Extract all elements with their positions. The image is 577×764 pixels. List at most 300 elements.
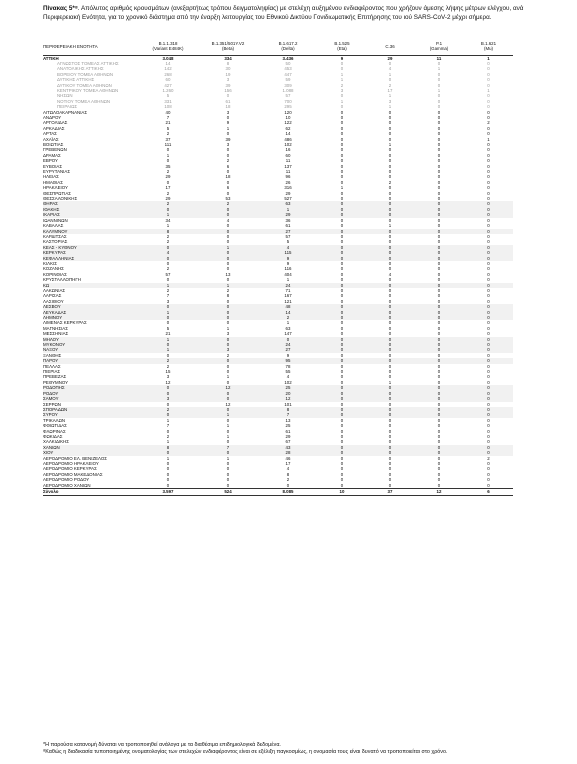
count-cell: 1 — [487, 87, 490, 93]
count-cell: 0 — [437, 363, 441, 369]
region-name-cell: ΓΡΕΒΕΝΩΝ — [43, 147, 67, 153]
column-header-variant — [198, 38, 258, 55]
count-cell: 0 — [487, 196, 490, 202]
region-name-cell: ΔΥΤΙΚΟΥ ΤΟΜΕΑ ΑΘΗΝΩΝ — [57, 82, 112, 88]
count-cell: 0 — [366, 396, 414, 401]
count-cell: 15 — [165, 369, 171, 375]
region-name-cell: ΑΕΡΟΔΡΟΜΙΟ ΡΟΔΟΥ — [43, 477, 90, 483]
count-cell: 0 — [487, 401, 490, 407]
count-cell: 1 — [226, 325, 230, 331]
count-cell: 0 — [318, 391, 366, 396]
count-cell: 0 — [166, 428, 170, 434]
count-cell: 0 — [340, 401, 344, 407]
count-cell: 0 — [166, 147, 170, 153]
count-cell: 0 — [340, 428, 344, 434]
count-cell: 4 — [286, 466, 290, 472]
column-header-line1: C.36 — [385, 43, 395, 49]
count-cell: 0 — [366, 358, 414, 363]
count-cell: 0 — [340, 163, 344, 169]
count-cell: 0 — [226, 152, 230, 158]
count-cell: 2 — [166, 233, 170, 239]
count-cell: 316 — [284, 185, 292, 191]
count-cell: 14 — [258, 310, 318, 315]
count-cell: 0 — [487, 460, 490, 466]
count-cell: 0 — [487, 223, 490, 229]
count-cell: 12 — [414, 489, 464, 496]
count-cell: 8 — [226, 293, 230, 299]
count-cell: 12 — [165, 379, 171, 385]
count-cell: 0 — [166, 352, 170, 358]
count-cell: 0 — [437, 428, 441, 434]
count-cell: 0 — [487, 293, 490, 299]
count-cell: 0 — [318, 283, 366, 288]
count-cell: 0 — [226, 471, 230, 477]
count-cell: 0 — [318, 337, 366, 342]
count-cell: 0 — [366, 245, 414, 250]
count-cell: 0 — [464, 250, 513, 255]
count-cell: 0 — [487, 466, 490, 472]
count-cell: 0 — [487, 379, 490, 385]
count-cell: 0 — [166, 260, 170, 266]
count-cell: 0 — [226, 477, 230, 483]
count-cell: 0 — [366, 229, 414, 234]
count-cell: 0 — [437, 71, 441, 77]
count-cell: 0 — [340, 223, 344, 229]
count-cell: 0 — [437, 298, 441, 304]
count-cell: 1 — [388, 104, 392, 110]
count-cell: 0 — [437, 169, 441, 175]
count-cell: 2 — [226, 158, 230, 164]
count-cell: 0 — [340, 266, 344, 272]
column-header-variant — [258, 38, 318, 55]
column-header-variant — [366, 38, 414, 55]
count-cell: 0 — [366, 250, 414, 255]
count-cell: 0 — [340, 352, 344, 358]
count-cell: 0 — [340, 287, 344, 293]
count-cell: 0 — [226, 466, 230, 472]
count-cell: 0 — [464, 256, 513, 261]
count-cell: 0 — [318, 407, 366, 412]
count-cell: 9 — [286, 260, 290, 266]
count-cell: 0 — [388, 185, 392, 191]
count-cell: 29 — [285, 433, 291, 439]
count-cell: 1 — [487, 55, 490, 61]
count-cell: 0 — [198, 396, 258, 401]
count-cell: 0 — [340, 196, 344, 202]
count-cell: 7 — [166, 114, 170, 120]
count-cell: 101 — [284, 401, 292, 407]
count-cell: 0 — [437, 439, 441, 445]
count-cell: 0 — [340, 179, 344, 185]
region-name-cell: ΦΩΚΙΔΑΣ — [43, 433, 63, 439]
count-cell: 0 — [388, 169, 392, 175]
count-cell: 3 — [226, 142, 230, 147]
region-name-cell: ΛΑΡΙΣΑΣ — [43, 293, 62, 299]
count-cell: 10 — [285, 114, 291, 120]
count-cell: 0 — [198, 342, 258, 347]
count-cell: 19 — [225, 71, 231, 77]
count-cell: 0 — [198, 250, 258, 255]
region-name-cell: ΕΥΒΟΙΑΣ — [43, 163, 63, 169]
count-cell: 0 — [366, 347, 414, 352]
count-cell: 7 — [166, 293, 170, 299]
count-cell: 2 — [138, 407, 198, 412]
count-cell: 0 — [487, 352, 490, 358]
count-cell: 28 — [258, 450, 318, 455]
count-cell: 0 — [487, 174, 490, 180]
count-cell: 39 — [225, 82, 231, 88]
count-cell: 24 — [258, 342, 318, 347]
count-cell: 2 — [388, 179, 392, 185]
count-cell: 0 — [388, 331, 392, 337]
count-cell: 0 — [388, 471, 392, 477]
count-cell: 0 — [340, 293, 344, 299]
region-name-cell: ΗΜΑΘΙΑΣ — [43, 179, 63, 185]
count-cell: 0 — [487, 190, 490, 196]
count-cell: 27 — [258, 347, 318, 352]
count-cell: 0 — [414, 304, 464, 309]
count-cell: 9 — [340, 55, 344, 61]
count-cell: 0 — [437, 466, 441, 472]
count-cell: 78 — [285, 363, 291, 369]
count-cell: 17 — [285, 460, 291, 466]
count-cell: 5 — [166, 325, 170, 331]
count-cell: 0 — [388, 374, 392, 380]
footnote-1: *Η παρούσα κατανομή δύναται να τροποποιηθεί ανάλογα με τα διαθέσιμα επιδημιολογικά δεδομένα. — [43, 742, 281, 748]
count-cell: 1 — [138, 347, 198, 352]
count-cell: 0 — [226, 131, 230, 137]
count-cell: 0 — [226, 379, 230, 385]
region-name-cell: ΑΡΓΟΛΙΔΑΣ — [43, 120, 68, 126]
count-cell: 0 — [226, 223, 230, 229]
column-header-line1: B.1.617.2 — [278, 41, 298, 47]
count-cell: 0 — [340, 169, 344, 175]
count-cell: 0 — [166, 477, 170, 483]
column-header-region — [43, 38, 138, 55]
count-cell: 60 — [165, 77, 171, 83]
count-cell: 0 — [318, 201, 366, 206]
count-cell: 0 — [487, 82, 490, 88]
count-cell: 0 — [198, 315, 258, 320]
count-cell: 0 — [340, 471, 344, 477]
count-cell: 0 — [487, 93, 490, 99]
region-name-cell: ΣΠΟΡΑΔΩΝ — [43, 407, 138, 412]
count-cell: 0 — [414, 229, 464, 234]
count-cell: 1 — [286, 277, 290, 283]
count-cell: 2 — [138, 201, 198, 206]
count-cell: 0 — [388, 325, 392, 331]
region-name-cell: ΠΡΕΒΕΖΑΣ — [43, 374, 67, 380]
count-cell: 8 — [138, 445, 198, 450]
count-cell: 0 — [138, 304, 198, 309]
count-cell: 1 — [138, 310, 198, 315]
region-name-cell: ΑΕΡΟΔΡΟΜΙΟ ΧΑΝΙΩΝ — [43, 482, 91, 488]
count-cell: 0 — [414, 315, 464, 320]
region-name-cell: ΚΕΑΣ - ΚΥΘΝΟΥ — [43, 245, 138, 250]
count-cell: 0 — [340, 217, 344, 223]
count-cell: 0 — [138, 412, 198, 417]
count-cell: 29 — [387, 55, 393, 61]
count-cell: 0 — [487, 417, 490, 423]
footnote-2: ⁸Καθώς η διαδικασία τυποποιημένης ονοματολογίας των στελεχών ενδιαφέροντος είναι σε εξέλιξη παγκοσμίως, η ονομασία τους είναι δυνατό να τροποποιείται στο χρόνο. — [43, 749, 448, 756]
count-cell: 0 — [388, 369, 392, 375]
count-cell: 0 — [340, 147, 344, 153]
count-cell: 0 — [318, 396, 366, 401]
count-cell: 26 — [285, 179, 291, 185]
count-cell: 0 — [388, 147, 392, 153]
count-cell: 2 — [138, 358, 198, 363]
count-cell: 0 — [414, 396, 464, 401]
region-name-cell: ΧΑΛΚΙΔΙΚΗΣ — [43, 439, 69, 445]
count-cell: 0 — [226, 417, 230, 423]
count-cell: 0 — [487, 98, 490, 104]
count-cell: 4 — [226, 217, 230, 223]
count-cell: 0 — [138, 256, 198, 261]
count-cell: 0 — [487, 158, 490, 164]
count-cell: 0 — [166, 401, 170, 407]
count-cell: 0 — [437, 152, 441, 158]
count-cell: 0 — [414, 283, 464, 288]
region-name-cell: ΝΟΤΙΟΥ ΤΟΜΕΑ ΑΘΗΝΩΝ — [57, 98, 111, 104]
count-cell: 1 — [166, 152, 170, 158]
region-name-cell: ΒΟΙΩΤΙΑΣ — [43, 142, 64, 147]
count-cell: 0 — [340, 298, 344, 304]
count-cell: 0 — [138, 391, 198, 396]
region-name-cell: ΠΕΛΛΑΣ — [43, 363, 61, 369]
count-cell: 29 — [165, 196, 171, 202]
region-name-cell: ΝΑΞΟΥ — [43, 347, 138, 352]
count-cell: 0 — [437, 233, 441, 239]
count-cell: 0 — [318, 304, 366, 309]
count-cell: 3 — [388, 98, 392, 104]
count-cell: 0 — [487, 439, 490, 445]
count-cell: 0 — [437, 401, 441, 407]
count-cell: 4 — [138, 250, 198, 255]
count-cell: 0 — [318, 358, 366, 363]
count-cell: 3 — [166, 374, 170, 380]
count-cell: 0 — [388, 293, 392, 299]
count-cell: 0 — [464, 245, 513, 250]
count-cell: 0 — [437, 266, 441, 272]
count-cell: 0 — [340, 331, 344, 337]
count-cell: 7 — [198, 445, 258, 450]
count-cell: 0 — [198, 358, 258, 363]
count-cell: 29 — [285, 190, 291, 196]
count-cell: 0 — [388, 163, 392, 169]
count-cell: 121 — [284, 298, 292, 304]
count-cell: 1 — [437, 66, 441, 72]
count-cell: 0 — [437, 374, 441, 380]
count-cell: 1 — [226, 433, 230, 439]
count-cell: 108 — [164, 104, 172, 110]
count-cell: 0 — [340, 136, 344, 142]
count-cell: 2 — [166, 190, 170, 196]
region-name-cell: ΛΗΜΝΟΥ — [43, 315, 138, 320]
count-cell: 12 — [258, 396, 318, 401]
count-cell: 0 — [166, 482, 170, 488]
count-cell: 1 — [437, 87, 441, 93]
count-cell: 0 — [437, 271, 441, 277]
count-cell: 9 — [286, 352, 290, 358]
count-cell: 0 — [414, 358, 464, 363]
count-cell: 1 — [340, 71, 344, 77]
count-cell: 46 — [285, 455, 291, 461]
count-cell: 0 — [340, 114, 344, 120]
count-cell: 0 — [366, 256, 414, 261]
region-name-cell: ΗΛΕΙΑΣ — [43, 174, 59, 180]
count-cell: 0 — [166, 466, 170, 472]
count-cell: 0 — [437, 331, 441, 337]
count-cell: 0 — [487, 433, 490, 439]
count-cell: 404 — [284, 271, 292, 277]
region-name-cell: ΑΕΡΟΔΡΟΜΙΟ ΚΕΡΚΥΡΑΣ — [43, 466, 97, 472]
count-cell: 0 — [198, 207, 258, 212]
count-cell: 0 — [437, 196, 441, 202]
count-cell: 3 — [226, 331, 230, 337]
region-name-cell: ΗΡΑΚΛΕΙΟΥ — [43, 185, 68, 191]
count-cell: 0 — [340, 190, 344, 196]
count-cell: 334 — [224, 55, 232, 61]
count-cell: 0 — [487, 66, 490, 72]
count-cell: 0 — [226, 190, 230, 196]
count-cell: 0 — [414, 407, 464, 412]
column-header-line1: B.1.351/501Y.V2 — [211, 41, 245, 47]
region-name-cell: ΚΑΣΤΟΡΙΑΣ — [43, 239, 68, 245]
count-cell: 0 — [388, 120, 392, 126]
region-name-cell: ΠΕΙΡΑΙΩΣ — [57, 104, 78, 110]
region-name-cell: ΜΥΚΟΝΟΥ — [43, 342, 138, 347]
count-cell: 0 — [487, 471, 490, 477]
region-name-cell: ΑΕΡΟΔΡΟΜΙΟ ΕΛ. ΒΕΝΙΖΕΛΟΣ — [43, 455, 108, 461]
count-cell: 142 — [164, 66, 172, 72]
count-cell: 0 — [366, 342, 414, 347]
count-cell: 137 — [284, 163, 292, 169]
count-cell: 0 — [388, 233, 392, 239]
count-cell: 0 — [166, 460, 170, 466]
count-cell: 0 — [487, 331, 490, 337]
count-cell: 57 — [165, 271, 171, 277]
count-cell: 5 — [166, 125, 170, 131]
count-cell: 0 — [437, 455, 441, 461]
table-header-row — [43, 38, 513, 55]
count-cell: 0 — [226, 114, 230, 120]
count-cell: 0 — [414, 391, 464, 396]
count-cell: 13 — [285, 417, 291, 423]
column-header-line2: (Eta) — [337, 46, 347, 52]
region-name-cell: ΚΑΒΑΛΑΣ — [43, 223, 64, 229]
column-header-line1: B.1.525 — [334, 41, 350, 47]
count-cell: 0 — [138, 245, 198, 250]
count-cell: 0 — [487, 287, 490, 293]
region-name-cell: ΣΕΡΡΩΝ — [43, 401, 61, 407]
count-cell: 0 — [340, 477, 344, 483]
count-cell: 24 — [258, 283, 318, 288]
region-name-cell: ΚΡΥΣΤΑΛΛΟΠΗΓΗ — [43, 277, 81, 283]
count-cell: 0 — [437, 325, 441, 331]
count-cell: 427 — [164, 82, 172, 88]
region-name-cell: ΚΕΝΤΡΙΚΟΥ ΤΟΜΕΑ ΑΘΗΝΩΝ — [57, 87, 119, 93]
count-cell: 0 — [487, 369, 490, 375]
count-cell: 1 — [198, 245, 258, 250]
column-header-line2: (Mu) — [483, 46, 494, 52]
count-cell: 0 — [414, 207, 464, 212]
count-cell: 0 — [166, 277, 170, 283]
count-cell: 0 — [388, 190, 392, 196]
column-header-line1: P.1 — [435, 41, 443, 47]
region-name-cell: ΑΝΑΤΟΛΙΚΗΣ ΑΤΤΙΚΗΣ — [57, 66, 104, 72]
count-cell: 0 — [340, 439, 344, 445]
count-cell: 0 — [226, 233, 230, 239]
count-cell: 0 — [464, 201, 513, 206]
count-cell: 0 — [226, 277, 230, 283]
count-cell: 63 — [285, 325, 291, 331]
region-name-cell: ΦΘΙΩΤΙΔΑΣ — [43, 423, 67, 429]
count-cell: 29 — [165, 174, 171, 180]
count-cell: 2 — [226, 287, 230, 293]
count-cell: 0 — [464, 391, 513, 396]
count-cell: 0 — [464, 445, 513, 450]
count-cell: 0 — [366, 212, 414, 217]
count-cell: 0 — [388, 417, 392, 423]
count-cell: 2 — [166, 266, 170, 272]
count-cell: 57 — [285, 93, 291, 99]
count-cell: 0 — [487, 217, 490, 223]
count-cell: 0 — [437, 142, 441, 147]
count-cell: 0 — [487, 60, 490, 66]
column-header-line1: ΠΕΡΙΦΕΡΕΙΑΚΗ ΕΝΟΤΗΤΑ — [43, 43, 98, 49]
count-cell: 1 — [388, 142, 392, 147]
count-cell: 700 — [284, 98, 292, 104]
count-cell: 8.085 — [258, 489, 318, 496]
count-cell: 96 — [285, 174, 291, 180]
region-name-cell: ΣΑΜΟΥ — [43, 396, 138, 401]
count-cell: 17 — [387, 87, 393, 93]
count-cell: 0 — [487, 320, 490, 326]
count-cell: 0 — [388, 158, 392, 164]
count-cell: 0 — [437, 217, 441, 223]
count-cell: 4 — [388, 271, 392, 277]
count-cell: 0 — [318, 250, 366, 255]
count-cell: 0 — [226, 439, 230, 445]
count-cell: 4 — [258, 245, 318, 250]
region-name-cell: ΑΕΡΟΔΡΟΜΙΟ ΗΡΑΚΛΕΙΟΥ — [43, 460, 99, 466]
count-cell: 1 — [388, 379, 392, 385]
count-cell: 0 — [464, 304, 513, 309]
count-cell: 0 — [226, 169, 230, 175]
count-cell: 120 — [284, 109, 292, 115]
count-cell: 0 — [437, 136, 441, 142]
count-cell: 0 — [366, 337, 414, 342]
count-cell: 0 — [487, 163, 490, 169]
count-cell: 0 — [414, 310, 464, 315]
count-cell: 0 — [226, 482, 230, 488]
count-cell: 0 — [340, 239, 344, 245]
count-cell: 0 — [318, 445, 366, 450]
count-cell: 0 — [437, 104, 441, 110]
count-cell: 0 — [487, 374, 490, 380]
count-cell: 59 — [285, 77, 291, 83]
count-cell: 0 — [414, 412, 464, 417]
count-cell: 0 — [198, 304, 258, 309]
count-cell: 0 — [437, 477, 441, 483]
count-cell: 0 — [226, 428, 230, 434]
count-cell: 0 — [388, 152, 392, 158]
count-cell: 25 — [285, 423, 291, 429]
count-cell: 0 — [340, 482, 344, 488]
count-cell: 0 — [340, 60, 344, 66]
count-cell: 167 — [284, 293, 292, 299]
region-name-cell: ΤΡΙΚΑΛΩΝ — [43, 417, 66, 423]
